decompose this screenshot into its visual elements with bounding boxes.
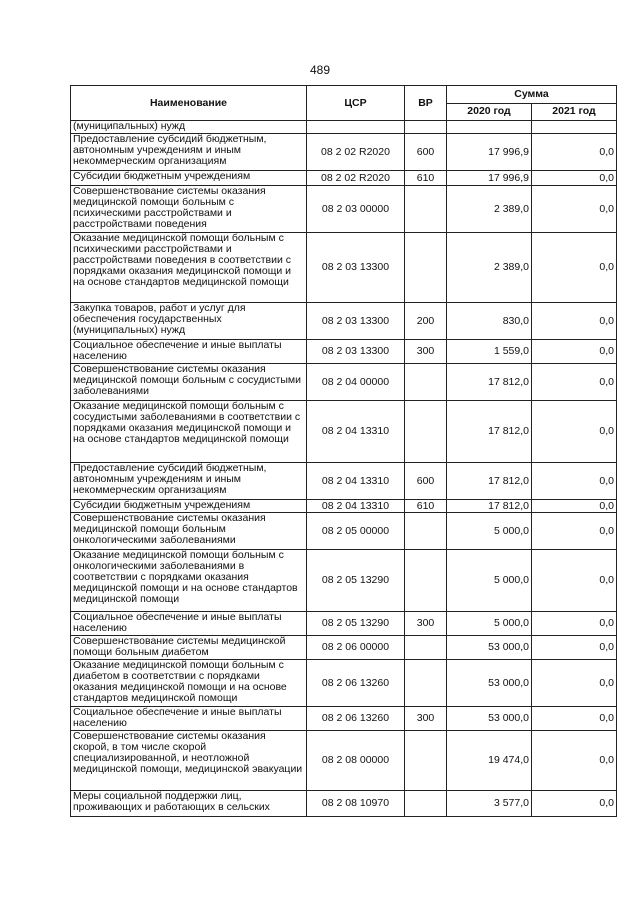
table-row	[71, 121, 617, 134]
table-row	[71, 401, 617, 463]
cell-y2021: 0,0	[532, 340, 617, 364]
cell-name: Оказание медицинской помощи больным с диабетом в соответствии с порядками оказания медицинской помощи и на основе стандартов медицинской помощи	[71, 660, 307, 707]
cell-name: Совершенствование системы оказания медицинской помощи больным с сосудистыми заболеваниями	[71, 364, 307, 401]
budget-table	[70, 85, 617, 817]
cell-y2020: 3 577,0	[447, 791, 532, 817]
cell-y2021: 0,0	[532, 401, 617, 463]
cell-y2020: 2 389,0	[447, 186, 532, 233]
table-row	[71, 791, 617, 817]
table-row	[71, 660, 617, 707]
cell-vr: 600	[405, 134, 447, 171]
cell-y2021: 0,0	[532, 303, 617, 340]
cell-vr	[405, 791, 447, 817]
cell-y2021	[532, 121, 617, 134]
cell-y2021: 0,0	[532, 500, 617, 513]
cell-vr	[405, 186, 447, 233]
cell-name: Социальное обеспечение и иные выплаты населению	[71, 707, 307, 731]
cell-y2020: 1 559,0	[447, 340, 532, 364]
cell-csr: 08 2 03 13300	[307, 340, 405, 364]
cell-csr: 08 2 06 13260	[307, 660, 405, 707]
cell-csr: 08 2 05 13290	[307, 550, 405, 612]
cell-name: Социальное обеспечение и иные выплаты населению	[71, 612, 307, 636]
cell-csr: 08 2 04 13310	[307, 401, 405, 463]
cell-name: Субсидии бюджетным учреждениям	[71, 171, 307, 186]
cell-y2021: 0,0	[532, 513, 617, 550]
header-vr: ВР	[405, 86, 447, 121]
cell-name: Субсидии бюджетным учреждениям	[71, 500, 307, 513]
cell-name: Совершенствование системы медицинской помощи больным диабетом	[71, 636, 307, 660]
cell-csr: 08 2 05 00000	[307, 513, 405, 550]
cell-vr	[405, 731, 447, 791]
cell-y2020: 17 812,0	[447, 364, 532, 401]
cell-csr: 08 2 04 00000	[307, 364, 405, 401]
cell-y2021: 0,0	[532, 463, 617, 500]
cell-csr: 08 2 02 R2020	[307, 134, 405, 171]
cell-name: Совершенствование системы оказания медицинской помощи больным онкологическими заболеваниями	[71, 513, 307, 550]
cell-csr: 08 2 06 13260	[307, 707, 405, 731]
cell-name: Предоставление субсидий бюджетным, автономным учреждениям и иным некоммерческим организациям	[71, 463, 307, 500]
page-number: 489	[309, 63, 331, 77]
cell-name: Закупка товаров, работ и услуг для обеспечения государственных (муниципальных) нужд	[71, 303, 307, 340]
cell-vr	[405, 401, 447, 463]
header-2020: 2020 год	[447, 103, 532, 121]
table-row	[71, 463, 617, 500]
cell-csr: 08 2 04 13310	[307, 500, 405, 513]
table-row	[71, 636, 617, 660]
cell-y2020: 5 000,0	[447, 550, 532, 612]
table-row	[71, 340, 617, 364]
cell-vr: 610	[405, 500, 447, 513]
cell-y2020: 17 812,0	[447, 500, 532, 513]
table-row	[71, 134, 617, 171]
cell-vr: 200	[405, 303, 447, 340]
cell-name: Оказание медицинской помощи больным с онкологическими заболеваниями в соответствии с порядками оказания медицинской помощи и на основе стандартов медицинской помощи	[71, 550, 307, 612]
cell-vr	[405, 660, 447, 707]
cell-y2021: 0,0	[532, 612, 617, 636]
table-row	[71, 550, 617, 612]
cell-csr: 08 2 05 13290	[307, 612, 405, 636]
cell-name: Совершенствование системы оказания скорой, в том числе скорой специализированной, и неотложной медицинской помощи, медицинской эвакуации	[71, 731, 307, 791]
table-row	[71, 171, 617, 186]
table-row	[71, 731, 617, 791]
cell-y2020: 2 389,0	[447, 233, 532, 303]
header-name: Наименование	[71, 86, 307, 121]
table-row	[71, 707, 617, 731]
table-row	[71, 500, 617, 513]
cell-y2021: 0,0	[532, 550, 617, 612]
cell-csr: 08 2 08 10970	[307, 791, 405, 817]
cell-csr: 08 2 04 13310	[307, 463, 405, 500]
cell-y2020: 17 996,9	[447, 171, 532, 186]
header-sum: Сумма	[447, 86, 617, 104]
cell-y2020: 53 000,0	[447, 707, 532, 731]
cell-y2021: 0,0	[532, 134, 617, 171]
cell-y2021: 0,0	[532, 791, 617, 817]
table-row	[71, 364, 617, 401]
cell-y2020	[447, 121, 532, 134]
cell-y2021: 0,0	[532, 707, 617, 731]
cell-vr	[405, 233, 447, 303]
table-row	[71, 612, 617, 636]
cell-name: Оказание медицинской помощи больным с психическими расстройствами и расстройствами поведения в соответствии с порядками оказания медицинской помощи и на основе стандартов медицинской помощи	[71, 233, 307, 303]
cell-csr: 08 2 03 13300	[307, 303, 405, 340]
cell-vr	[405, 636, 447, 660]
cell-csr: 08 2 03 00000	[307, 186, 405, 233]
cell-csr: 08 2 03 13300	[307, 233, 405, 303]
header-2021: 2021 год	[532, 103, 617, 121]
cell-y2021: 0,0	[532, 636, 617, 660]
cell-y2021: 0,0	[532, 186, 617, 233]
cell-name: Меры социальной поддержки лиц, проживающих и работающих в сельских	[71, 791, 307, 817]
header-csr: ЦСР	[307, 86, 405, 121]
cell-y2020: 17 812,0	[447, 463, 532, 500]
cell-y2020: 830,0	[447, 303, 532, 340]
cell-name: Совершенствование системы оказания медицинской помощи больным с психическими расстройствами и расстройствами поведения	[71, 186, 307, 233]
table-row	[71, 303, 617, 340]
table-row	[71, 513, 617, 550]
cell-name: Оказание медицинской помощи больным с сосудистыми заболеваниями в соответствии с порядками оказания медицинской помощи и на основе стандартов медицинской помощи	[71, 401, 307, 463]
cell-csr: 08 2 06 00000	[307, 636, 405, 660]
cell-vr: 600	[405, 463, 447, 500]
cell-y2021: 0,0	[532, 660, 617, 707]
cell-vr	[405, 364, 447, 401]
cell-y2021: 0,0	[532, 233, 617, 303]
cell-y2020: 5 000,0	[447, 513, 532, 550]
cell-y2021: 0,0	[532, 364, 617, 401]
table-row	[71, 186, 617, 233]
cell-vr	[405, 513, 447, 550]
cell-vr	[405, 121, 447, 134]
cell-y2020: 17 812,0	[447, 401, 532, 463]
cell-vr	[405, 550, 447, 612]
table-row	[71, 233, 617, 303]
cell-y2020: 53 000,0	[447, 660, 532, 707]
cell-name: (муниципальных) нужд	[71, 121, 307, 134]
cell-y2021: 0,0	[532, 171, 617, 186]
cell-y2020: 17 996,9	[447, 134, 532, 171]
cell-csr: 08 2 02 R2020	[307, 171, 405, 186]
cell-name: Предоставление субсидий бюджетным, автономным учреждениям и иным некоммерческим организациям	[71, 134, 307, 171]
cell-vr: 300	[405, 707, 447, 731]
cell-y2020: 53 000,0	[447, 636, 532, 660]
cell-vr: 300	[405, 340, 447, 364]
cell-csr: 08 2 08 00000	[307, 731, 405, 791]
cell-y2020: 19 474,0	[447, 731, 532, 791]
cell-name: Социальное обеспечение и иные выплаты населению	[71, 340, 307, 364]
cell-csr	[307, 121, 405, 134]
header-row	[71, 86, 617, 104]
cell-y2021: 0,0	[532, 731, 617, 791]
cell-vr: 300	[405, 612, 447, 636]
cell-y2020: 5 000,0	[447, 612, 532, 636]
cell-vr: 610	[405, 171, 447, 186]
